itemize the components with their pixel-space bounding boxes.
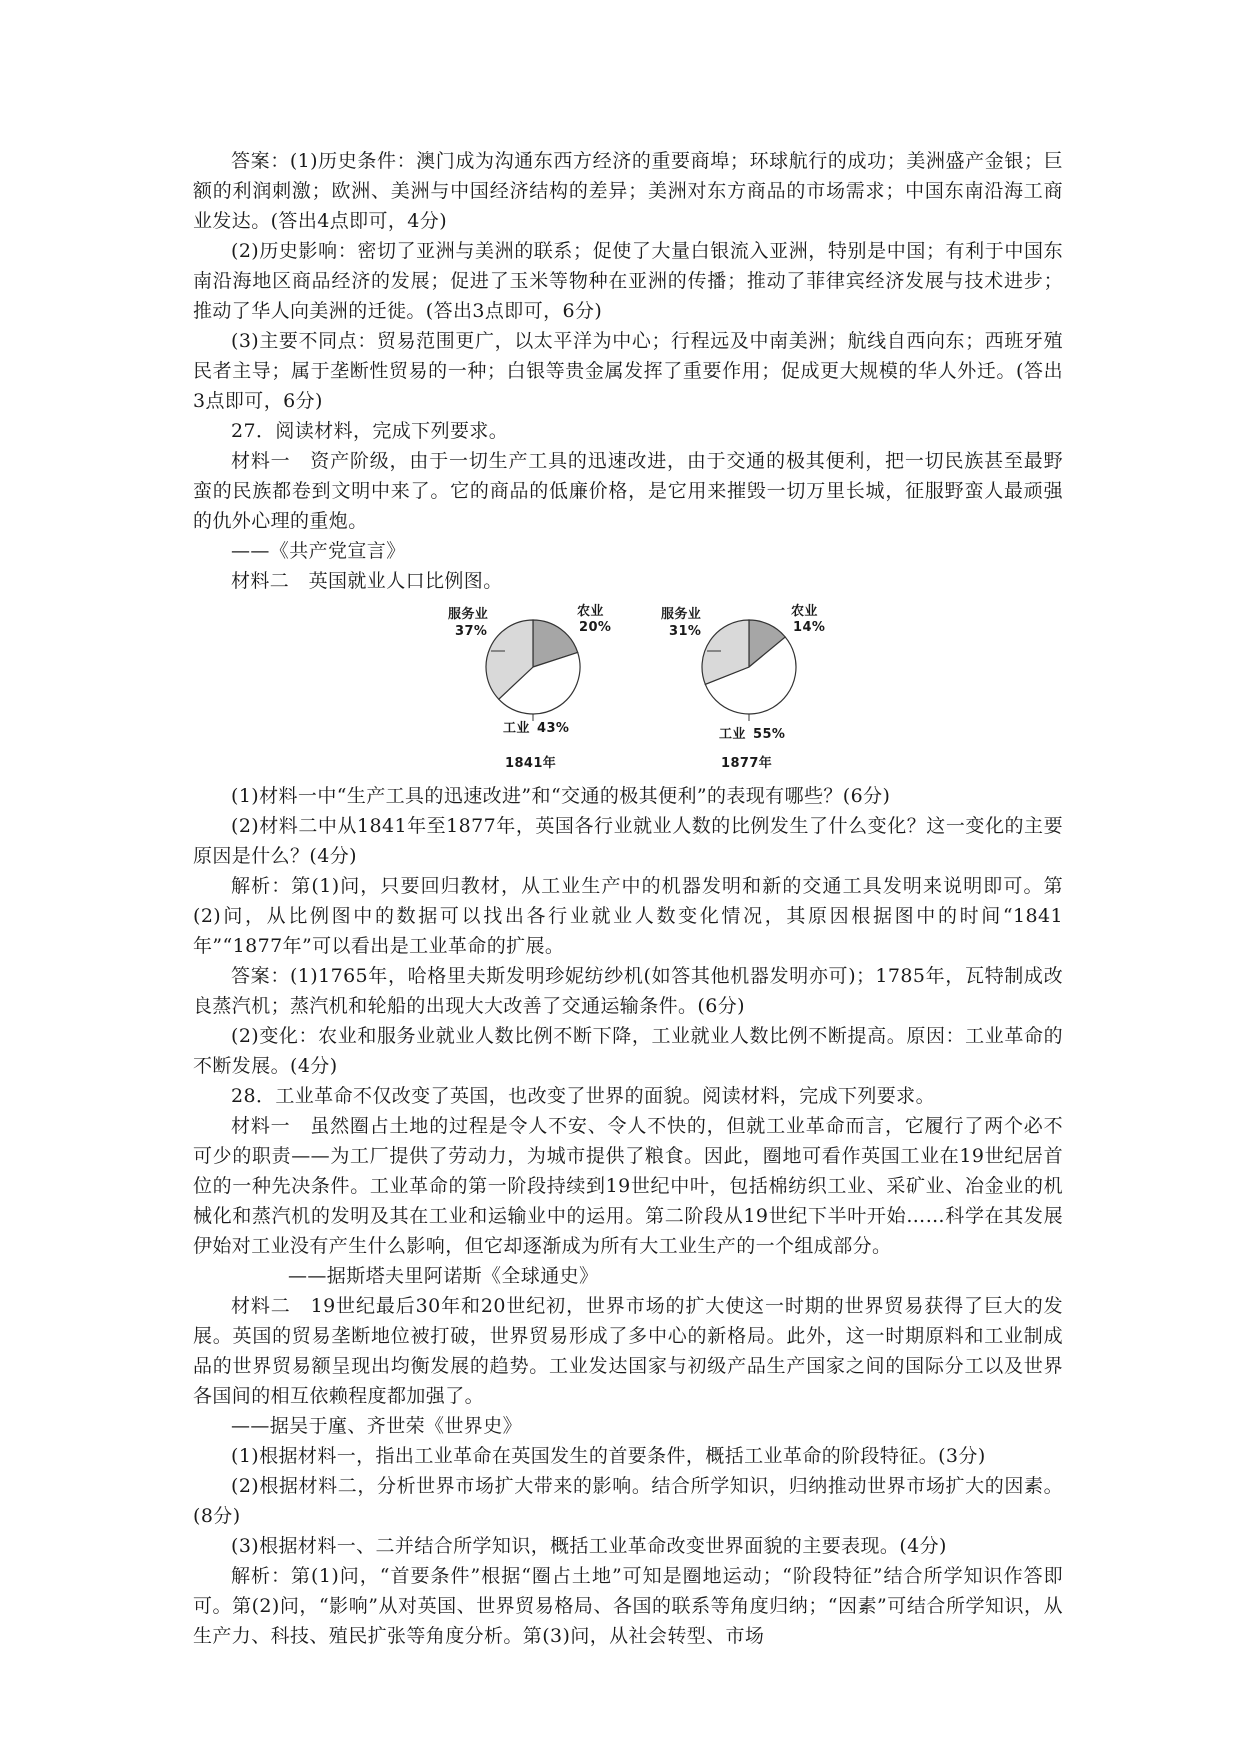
q28-analysis: 解析：第(1)问，“首要条件”根据“圈占土地”可知是圈地运动；“阶段特征”结合所学知识作答即可。第(2)问，“影响”从对英国、世界贸易格局、各国的联系等角度归纳；“因素”可结合所学知识，从生产力、科技、殖民扩张等角度分析。第(3)问，从社会转型、市场 <box>193 1565 1063 1647</box>
pie-1877-agri-label: 农业 <box>791 604 818 619</box>
pie-1841-industry-label: 工业 <box>503 721 530 736</box>
employment-pie-charts <box>193 600 1063 775</box>
q28-material-2-source: ——据吴于廑、齐世荣《世界史》 <box>231 1415 523 1437</box>
pie-1841-service-value: 37% <box>455 624 488 639</box>
q28-material-1: 材料一 虽然圈占土地的过程是令人不安、令人不快的，但就工业革命而言，它履行了两个必不可少的职责——为工厂提供了劳动力，为城市提供了粮食。因此，圈地可看作英国工业在19世纪居首位的一种先决条件。工业革命的第一阶段持续到19世纪中叶，包括棉纺织工业、采矿业、冶金业的机械化和蒸汽机的发明及其在工业和运输业中的运用。第二阶段从19世纪下半叶开始……科学在其发展伊始对工业没有产生什么影响，但它却逐渐成为所有大工业生产的一个组成部分。 <box>193 1115 1063 1257</box>
q27-sub-1: (1)材料一中“生产工具的迅速改进”和“交通的极其便利”的表现有哪些？(6分) <box>231 785 891 807</box>
q27-sub-2: (2)材料二中从1841年至1877年，英国各行业就业人数的比例发生了什么变化？这一变化的主要原因是什么？(4分) <box>193 815 1063 867</box>
q28-sub-3: (3)根据材料一、二并结合所学知识，概括工业革命改变世界面貌的主要表现。(4分) <box>231 1535 947 1557</box>
q28-sub-1: (1)根据材料一，指出工业革命在英国发生的首要条件，概括工业革命的阶段特征。(3分) <box>231 1445 986 1467</box>
pie-1877-agri-value: 14% <box>793 620 826 635</box>
pie-chart-1841 <box>443 600 623 775</box>
q28-sub-2: (2)根据材料二，分析世界市场扩大带来的影响。结合所学知识，归纳推动世界市场扩大的因素。(8分) <box>193 1475 1063 1527</box>
q28-material-2: 材料二 19世纪最后30年和20世纪初，世界市场的扩大使这一时期的世界贸易获得了巨大的发展。英国的贸易垄断地位被打破，世界贸易形成了多中心的新格局。此外，这一时期原料和工业制成品的世界贸易额呈现出均衡发展的趋势。工业发达国家与初级产品生产国家之间的国际分工以及世界各国间的相互依赖程度都加强了。 <box>193 1295 1063 1407</box>
pie-1877-service-label: 服务业 <box>661 607 702 622</box>
q27-analysis: 解析：第(1)问，只要回归教材，从工业生产中的机器发明和新的交通工具发明来说明即可。第(2)问，从比例图中的数据可以找出各行业就业人数变化情况，其原因根据图中的时间“1841年”“1877年”可以看出是工业革命的扩展。 <box>193 875 1063 957</box>
q27-answer-1: 答案：(1)1765年，哈格里夫斯发明珍妮纺纱机(如答其他机器发明亦可)；1785年，瓦特制成改良蒸汽机；蒸汽机和轮船的出现大大改善了交通运输条件。(6分) <box>193 965 1063 1017</box>
pie-1841-service-label: 服务业 <box>448 607 489 622</box>
answer-26-3: (3)主要不同点：贸易范围更广，以太平洋为中心；行程远及中南美洲；航线自西向东；西班牙殖民者主导；属于垄断性贸易的一种；白银等贵金属发挥了重要作用；促成更大规模的华人外迁。(答出3点即可，6分) <box>193 330 1063 412</box>
pie-1841-year: 1841年 <box>505 756 557 771</box>
q27-material-1-source: ——《共产党宣言》 <box>231 540 406 562</box>
q27-answer-2: (2)变化：农业和服务业就业人数比例不断下降，工业就业人数比例不断提高。原因：工业革命的不断发展。(4分) <box>193 1025 1063 1077</box>
q27-material-2-intro: 材料二 英国就业人口比例图。 <box>231 570 503 592</box>
pie-1877-industry-label: 工业 <box>719 727 746 742</box>
pie-1841-agri-label: 农业 <box>577 604 604 619</box>
pie-chart-1877 <box>659 600 839 775</box>
q27-material-1: 材料一 资产阶级，由于一切生产工具的迅速改进，由于交通的极其便利，把一切民族甚至最野蛮的民族都卷到文明中来了。它的商品的低廉价格，是它用来摧毁一切万里长城，征服野蛮人最顽强的仇外心理的重炮。 <box>193 450 1063 532</box>
document-body <box>193 146 1063 1651</box>
pie-1877-year: 1877年 <box>721 756 773 771</box>
answer-26-1: 答案：(1)历史条件：澳门成为沟通东西方经济的重要商埠；环球航行的成功；美洲盛产金银；巨额的利润刺激；欧洲、美洲与中国经济结构的差异；美洲对东方商品的市场需求；中国东南沿海工商业发达。(答出4点即可，4分) <box>193 150 1063 232</box>
pie-1877-industry-value: 55% <box>753 727 786 742</box>
answer-26-2: (2)历史影响：密切了亚洲与美洲的联系；促使了大量白银流入亚洲，特别是中国；有利于中国东南沿海地区商品经济的发展；促进了玉米等物种在亚洲的传播；推动了菲律宾经济发展与技术进步；推动了华人向美洲的迁徙。(答出3点即可，6分) <box>193 240 1063 322</box>
question-28-heading: 28．工业革命不仅改变了英国，也改变了世界的面貌。阅读材料，完成下列要求。 <box>231 1085 935 1107</box>
question-27-heading: 27．阅读材料，完成下列要求。 <box>231 420 509 442</box>
pie-1841-industry-value: 43% <box>537 721 570 736</box>
pie-1877-service-value: 31% <box>669 624 702 639</box>
q28-material-1-source: ——据斯塔夫里阿诺斯《全球通史》 <box>288 1265 599 1287</box>
pie-1841-agri-value: 20% <box>579 620 612 635</box>
